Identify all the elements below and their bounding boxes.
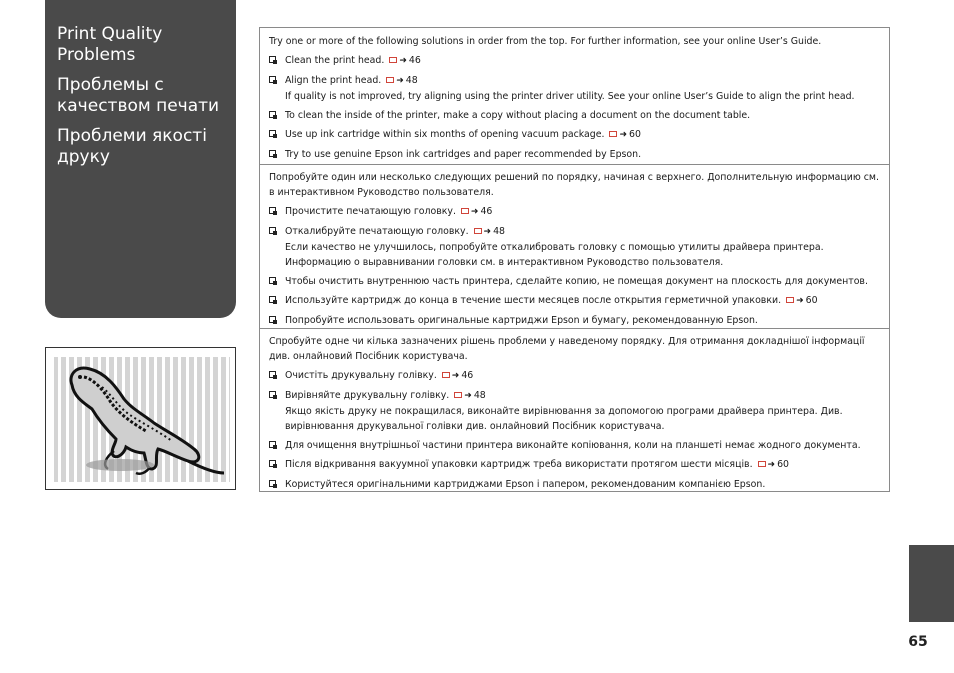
list-item: [269, 293, 880, 309]
item-text: Clean the print head.: [285, 55, 385, 66]
checkbox-bullet-icon: [269, 130, 276, 137]
page-reference: 48: [473, 390, 486, 401]
section-intro: Попробуйте один или несколько следующих решений по порядку, начиная с верхнего. Дополнительную информацию см. в интерактивном Руководство пользователя.: [269, 172, 879, 198]
checkbox-bullet-icon: [269, 111, 276, 118]
sidebar-panel: [45, 0, 236, 318]
section-russian: [260, 164, 889, 328]
item-text: Користуйтеся оригінальними картриджами Epson і папером, рекомендованим компанією Epson.: [285, 479, 766, 490]
item-extra-text: Якщо якість друку не покращилася, виконайте вирівнювання за допомогою програми драйвера принтера. Див. вирівнювання друкувальної голівки див. онлайновий Посібник користувача.: [285, 406, 843, 432]
item-extra-text: Если качество не улучшилось, попробуйте откалибровать головку с помощью утилиты драйвера принтера. Информацию о выравнивании головки см. в интерактивном Руководство пользователя.: [285, 242, 824, 268]
book-icon: [786, 297, 794, 303]
title-ukrainian: Проблеми якості друку: [57, 126, 207, 167]
checkbox-bullet-icon: [269, 56, 276, 63]
arrow-right-icon: ➜: [483, 227, 492, 237]
page-reference: 60: [777, 459, 790, 470]
arrow-right-icon: ➜: [464, 391, 472, 401]
arrow-right-icon: ➜: [396, 76, 404, 86]
list-item: [269, 438, 880, 453]
page-reference: 60: [629, 129, 641, 140]
checkbox-bullet-icon: [269, 371, 276, 378]
list-item: [269, 147, 880, 162]
item-extra-text: If quality is not improved, try aligning using the printer driver utility. See your online User’s Guide to align the print head.: [285, 91, 855, 102]
item-text: Откалибруйте печатающую головку.: [285, 226, 469, 237]
solutions-table: [259, 27, 890, 492]
list-item: [269, 313, 880, 328]
arrow-right-icon: ➜: [470, 207, 479, 217]
checkbox-bullet-icon: [269, 277, 276, 284]
item-text: Попробуйте использовать оригинальные картриджи Epson и бумагу, рекомендованную Epson.: [285, 315, 758, 326]
checkbox-bullet-icon: [269, 150, 276, 157]
item-text: Use up ink cartridge within six months of opening vacuum package.: [285, 129, 605, 140]
list-item: [269, 477, 880, 492]
item-text: To clean the inside of the printer, make a copy without placing a document on the document table.: [285, 110, 751, 121]
checkbox-bullet-icon: [269, 316, 276, 323]
item-text: Для очищення внутрішньої частини принтера виконайте копіювання, коли на планшеті немає жодного документа.: [285, 440, 861, 451]
page-reference: 60: [805, 295, 818, 306]
book-icon: [386, 77, 394, 83]
item-text: Чтобы очистить внутреннюю часть принтера, сделайте копию, не помещая документ на плоскость для документов.: [285, 276, 868, 287]
page-reference: 48: [493, 226, 506, 237]
item-text: Очистіть друкувальну голівку.: [285, 370, 437, 381]
list-item: [269, 108, 880, 123]
checkbox-bullet-icon: [269, 227, 276, 234]
arrow-right-icon: ➜: [796, 296, 804, 306]
book-icon: [758, 461, 766, 467]
list-item: [269, 127, 880, 143]
section-intro: Try one or more of the following solutions in order from the top. For further information, see your online User’s Guide.: [269, 36, 822, 47]
lizard-print-illustration: [54, 357, 230, 482]
list-item: [269, 73, 880, 104]
item-text: Используйте картридж до конца в течение шести месяцев после открытия герметичной упаковки.: [285, 295, 782, 306]
checkbox-bullet-icon: [269, 441, 276, 448]
page-reference: 46: [461, 370, 474, 381]
section-intro: Спробуйте одне чи кілька зазначених рішень проблеми у наведеному порядку. Для отримання докладнішої інформації див. онлайновий Посібник користувача.: [269, 336, 865, 362]
book-icon: [454, 392, 462, 398]
section-ukrainian: [260, 328, 889, 492]
title-english: Print Quality Problems: [57, 24, 163, 65]
arrow-right-icon: ➜: [619, 130, 628, 140]
arrow-right-icon: ➜: [767, 460, 776, 470]
checkbox-bullet-icon: [269, 391, 276, 398]
checkbox-bullet-icon: [269, 76, 276, 83]
book-icon: [609, 131, 617, 137]
item-text: Після відкривання вакуумної упаковки картридж треба використати протягом шести місяців.: [285, 459, 753, 470]
book-icon: [389, 57, 397, 63]
book-icon: [474, 228, 482, 234]
list-item: [269, 368, 880, 384]
checkbox-bullet-icon: [269, 296, 276, 303]
checkbox-bullet-icon: [269, 460, 276, 467]
item-text: Прочистите печатающую головку.: [285, 206, 456, 217]
banded-print-sample-image: [45, 347, 236, 490]
list-item: [269, 53, 880, 69]
item-text: Align the print head.: [285, 75, 382, 86]
item-text: Try to use genuine Epson ink cartridges and paper recommended by Epson.: [285, 149, 642, 160]
arrow-right-icon: ➜: [399, 56, 407, 66]
arrow-right-icon: ➜: [451, 371, 460, 381]
section-english: [260, 34, 889, 162]
book-icon: [461, 208, 469, 214]
title-russian: Проблемы с качеством печати: [57, 75, 220, 116]
checkbox-bullet-icon: [269, 207, 276, 214]
book-icon: [442, 372, 450, 378]
list-item: [269, 274, 880, 289]
page-reference: 48: [405, 75, 418, 86]
page-number: 65: [908, 634, 928, 650]
list-item: [269, 224, 880, 270]
chapter-tab: [909, 545, 954, 622]
checkbox-bullet-icon: [269, 480, 276, 487]
page-reference: 46: [408, 55, 421, 66]
list-item: [269, 204, 880, 220]
page-reference: 46: [480, 206, 493, 217]
list-item: [269, 457, 880, 473]
item-text: Вирівняйте друкувальну голівку.: [285, 390, 450, 401]
list-item: [269, 388, 880, 434]
